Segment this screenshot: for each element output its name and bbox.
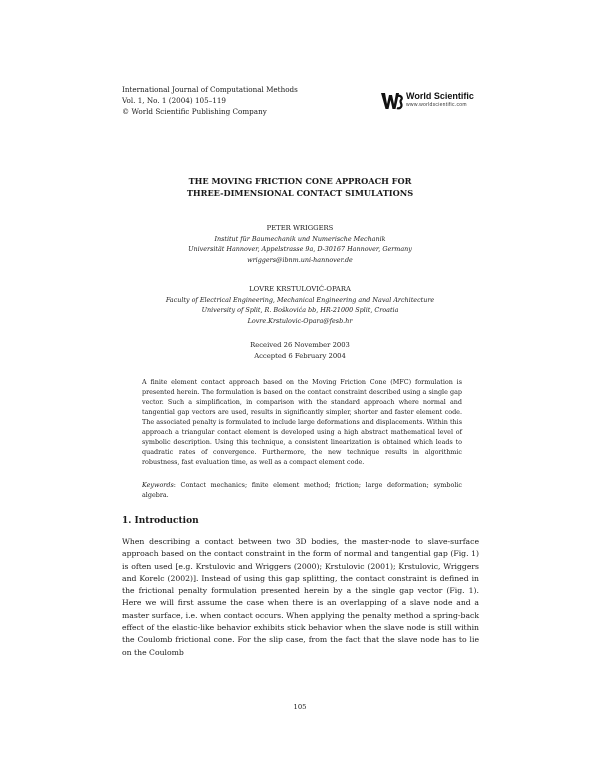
journal-info <box>122 84 298 117</box>
keywords-text: : Contact mechanics; finite element method; friction; large deformation; symbolic algebra. <box>142 481 462 499</box>
page-number: 105 <box>293 703 307 711</box>
section-heading: 1. Introduction <box>122 516 199 526</box>
received-date: Received 26 November 2003 <box>250 341 350 349</box>
author-email: wriggers@ibnm.uni-hannover.de <box>247 255 353 264</box>
author-block-2 <box>122 284 478 326</box>
keywords-label: Keywords <box>142 481 174 489</box>
abstract-text: A finite element contact approach based on the Moving Friction Cone (MFC) formulation is presented herein. The formulation is based on the contact constraint described using a single gap vector. Such a simplification, in comparison with the standard approach where normal and tangential gap vectors are used, results in significantly simpler, shorter and faster element code. The associated penalty is formulated to include large deformations and displacements. Within this approach a triangular contact element is developed using a high abstract mathematical level of symbolic description. Using this technique, a consistent linearization is obtained which leads to quadratic rates of convergence. Furthermore, the new technique results in algorithmic robustness, fast evaluation time, as well as a compact element code. <box>142 378 462 466</box>
author-affiliation-line: Universität Hannover, Appelstrasse 9a, D-30167 Hannover, Germany <box>188 245 412 253</box>
author-block-1 <box>122 223 478 265</box>
world-scientific-logo-icon <box>381 92 403 110</box>
publisher-logo <box>381 92 474 110</box>
author-email: Lovre.Krstulovic-Opara@fesb.hr <box>247 316 353 325</box>
journal-name: International Journal of Computational Methods <box>122 85 298 94</box>
accepted-date: Accepted 6 February 2004 <box>254 351 346 360</box>
author-name: PETER WRIGGERS <box>266 224 334 232</box>
author-affiliation-line: Faculty of Electrical Engineering, Mechanical Engineering and Naval Architecture <box>165 295 435 304</box>
dates-block <box>122 340 478 361</box>
abstract <box>142 377 462 467</box>
publisher-name: World Scientific <box>406 91 474 101</box>
author-affiliation-line: University of Split, R. Boškovića bb, HR-21000 Split, Croatia <box>201 306 399 314</box>
journal-volume: Vol. 1, No. 1 (2004) 105–119 <box>122 96 226 105</box>
journal-copyright: © World Scientific Publishing Company <box>122 107 267 116</box>
author-name: LOVRE KRSTULOVIĆ-OPARA <box>249 285 351 293</box>
section-body: When describing a contact between two 3D bodies, the master-node to slave-surface approach based on the contact constraint in the form of normal and tangential gap (Fig. 1) is often used [e.g. Krstulovic and Wriggers (2000); Krstulovic (2001); Krstulovic, Wriggers and Korelc (2002)]. Instead of using this gap splitting, the contact constraint is defined in the frictional penalty formulation presented herein by a the single gap vector (Fig. 1). Here we will first assume the case when there is an overlapping of a slave node and a master surface, i.e. when contact occurs. When applying the penalty method a spring-back effect of the elastic-like behavior exhibits stick behavior when the slave node is still within the Coulomb frictional cone. For the slip case, from the fact that the slave node has to lie on the Coulomb <box>122 537 479 657</box>
keywords <box>142 480 462 500</box>
paper-title <box>122 175 478 199</box>
title-line-1: THE MOVING FRICTION CONE APPROACH FOR <box>188 176 412 186</box>
author-affiliation-line: Institut für Baumechanik und Numerische Mechanik <box>214 234 386 243</box>
title-line-2: THREE-DIMENSIONAL CONTACT SIMULATIONS <box>186 188 414 198</box>
publisher-url: www.worldscientific.com <box>406 102 467 108</box>
